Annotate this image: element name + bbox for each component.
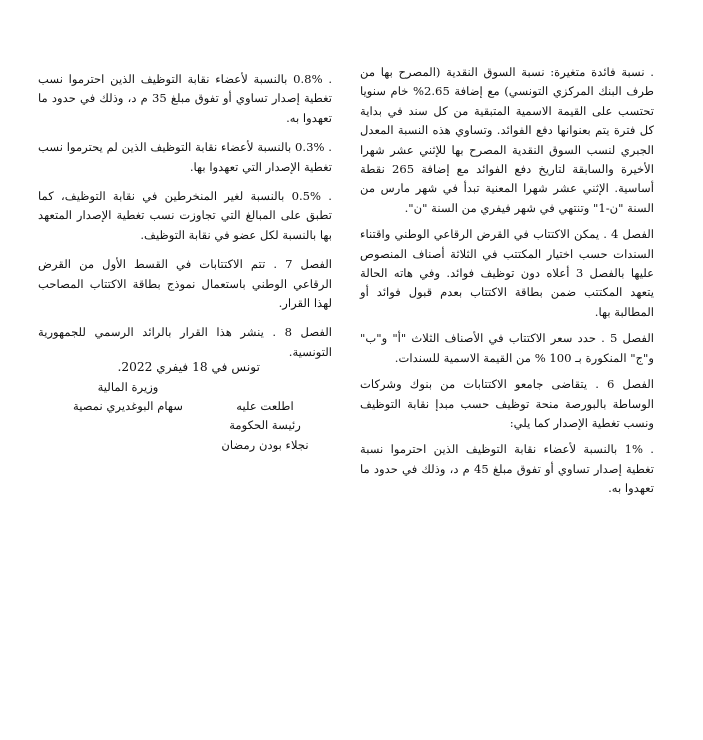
- pm-name: نجلاء بودن رمضان: [221, 437, 309, 452]
- paragraph-article-4: الفصل 4 . يمكن الاكتتاب في القرض الرقاعي الوطني واقتناء السندات حسب اختيار المكتتب في الثلاثة أصناف المنصوص عليها بالفصل 3 أعلاه دون توظيف فوائد. وفي هاته الحالة يتعهد المكتتب ضمن بطاقة الاكتتاب بعدم قبول فوائد أو المطالبة بها.: [360, 227, 654, 319]
- signing-date: تونس في 18 فيفري 2022.: [117, 360, 260, 374]
- left-column: [38, 70, 332, 372]
- minister-signature-block: [58, 378, 198, 417]
- minister-title: وزيرة المالية: [97, 380, 159, 394]
- paragraph-fee-1-percent: . 1% بالنسبة لأعضاء نقابة التوظيف الذين احترموا نسبة تغطية إصدار تساوي أو تفوق مبلغ 45 م د، وذلك في حدود ما تعهدوا به.: [360, 442, 654, 496]
- pm-title: رئيسة الحكومة: [229, 418, 301, 433]
- paragraph-article-6: الفصل 6 . يتقاضى جامعو الاكتتابات من بنوك وشركات الوساطة بالبورصة منحة توظيف حسب مبدإ نقابة التوظيف ونسب تغطية الإصدار كما يلي:: [360, 377, 654, 430]
- prime-minister-signature-block: [200, 397, 330, 455]
- paragraph-article-7: الفصل 7 . تتم الاكتتابات في القسط الأول من القرض الرقاعي الوطني باستعمال نموذج بطاقة الاكتتاب المصاحب لهذا القرار.: [38, 257, 332, 311]
- paragraph-article-5: الفصل 5 . حدد سعر الاكتتاب في الأصناف الثلاث "أ" و"ب" و"ج" المنكورة بـ 100 % من القيمة الاسمية للسندات.: [360, 331, 654, 365]
- paragraph-fee-0-5-percent: . 0.5% بالنسبة لغير المنخرطين في نقابة التوظيف، كما تطبق على المبالغ التي تجاوزت نسب تغطية الإصدار المتعهد بها بالنسبة لكل عضو في نقابة التوظيف.: [38, 189, 332, 242]
- paragraph-fee-0-3-percent: . 0.3% بالنسبة لأعضاء نقابة التوظيف الذين لم يحترموا نسب تغطية الإصدار التي تعهدوا بها.: [38, 140, 332, 174]
- paragraph-fee-0-8-percent: . 0.8% بالنسبة لأعضاء نقابة التوظيف الذين احترموا نسب تغطية إصدار تساوي أو تفوق مبلغ 35 م د، وذلك في حدود ما تعهدوا به.: [38, 72, 333, 125]
- paragraph-variable-rate: . نسبة فائدة متغيرة: نسبة السوق النقدية (المصرح بها من طرف البنك المركزي التونسي) مع إضافة 2.65% خام سنويا تحتسب على القيمة الاسمية المتبقية من كل سند في بداية كل فترة يتم بعنوانها دفع الفوائد. وتساوي هذه النسبة المعدل الجبري لنسب السوق النقدية المصرح بها للإثني عشر شهرا الأخيرة والسابقة لتاريخ دفع الفوائد مع إضافة 265 نقطة أساسية. الإثني عشر شهرا المعنية تبدأ في شهر مارس من السنة "ن-1" وتنتهي في شهر فيفري من السنة "ن".: [360, 65, 654, 215]
- pm-seen-label: اطلعت عليه: [236, 399, 294, 413]
- paragraph-article-8: الفصل 8 . ينشر هذا القرار بالرائد الرسمي للجمهورية التونسية.: [38, 325, 332, 359]
- right-column: [360, 63, 654, 506]
- minister-name: سهام البوغديري نمصية: [73, 399, 183, 414]
